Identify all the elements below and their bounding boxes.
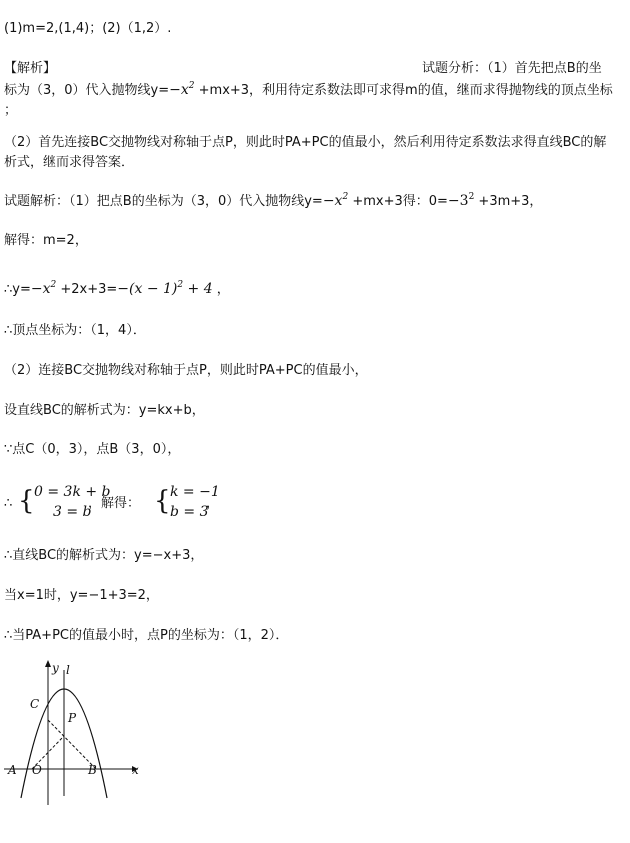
parabola-figure [0, 650, 160, 810]
analysis-header: 【解析】 [4, 61, 57, 76]
label-C: C [30, 697, 40, 711]
label-P: P [68, 711, 77, 725]
label-x: x [132, 763, 139, 777]
solution-line-6: 设直线BC的解析式为：y=kx+b， [4, 403, 205, 418]
vertex-form: $-(x - 1)^2 + 4$ [117, 280, 213, 297]
solution-line-4: ∴顶点坐标为：（1，4）． [4, 323, 146, 338]
analysis-line-1: 标为（3，0）代入抛物线$y=-x^2 +mx+3$，利用待定系数法即可求得m的值，继而求得抛物线的顶点坐标 [4, 81, 613, 98]
solution-line-9: ∴直线BC的解析式为：y=−x+3， [4, 548, 204, 563]
solution-line-11: ∴当PA+PC的值最小时，点P的坐标为：（1，2）． [4, 628, 289, 643]
solution-k: k = −1 [170, 484, 220, 500]
solution-line-7: ∵点C（0，3），点B（3，0）， [4, 442, 181, 457]
solution-line-5: （2）连接BC交抛物线对称轴于点P，则此时PA+PC的值最小， [4, 363, 368, 378]
analysis-intro: 试题分析：（1）首先把点B的坐 [422, 61, 602, 76]
analysis-line-3: （2）首先连接BC交抛物线对称轴于点P，则此时PA+PC的值最小，然后利用待定系数法求得直线BC的解 [4, 135, 607, 150]
equation-1: 0 = 3k + b [34, 484, 111, 500]
label-A: A [8, 763, 17, 777]
y-axis-arrow [45, 660, 51, 667]
segment-BC [48, 720, 96, 769]
label-y: y [52, 661, 59, 675]
analysis-line-4: 析式，继而求得答案． [4, 155, 135, 170]
solution-line-10: 当x=1时，y=−1+3=2， [4, 588, 159, 603]
solution-line-3: $\therefore y=-x^2 +2x+3=-(x - 1)^2 + 4$ ， [4, 280, 230, 297]
analysis-line-2: ； [4, 103, 18, 118]
neg-x-squared: $-x^2$ [169, 81, 195, 98]
equation-2: 3 = b [53, 504, 92, 520]
right-brace: { [154, 486, 171, 516]
left-brace: { [18, 486, 35, 516]
solution-line-8-lead: ∴ [4, 496, 13, 511]
answer-line: (1)m=2,(1,4)；(2)（1,2）. [4, 21, 172, 36]
solve-label: ，解得： [88, 496, 141, 511]
solution-line-2: 解得：m=2， [4, 233, 88, 248]
solution-b: b = 3 [170, 504, 209, 520]
solution-line-1: 试题解析：（1）把点B的坐标为（3，0）代入抛物线$y=-x^2 +mx+3$得：$0=-3^2 +3m+3$， [4, 192, 543, 209]
label-l: l [66, 663, 70, 677]
label-O: O [32, 763, 42, 777]
system-end: ， [206, 496, 220, 511]
label-B: B [88, 763, 97, 777]
